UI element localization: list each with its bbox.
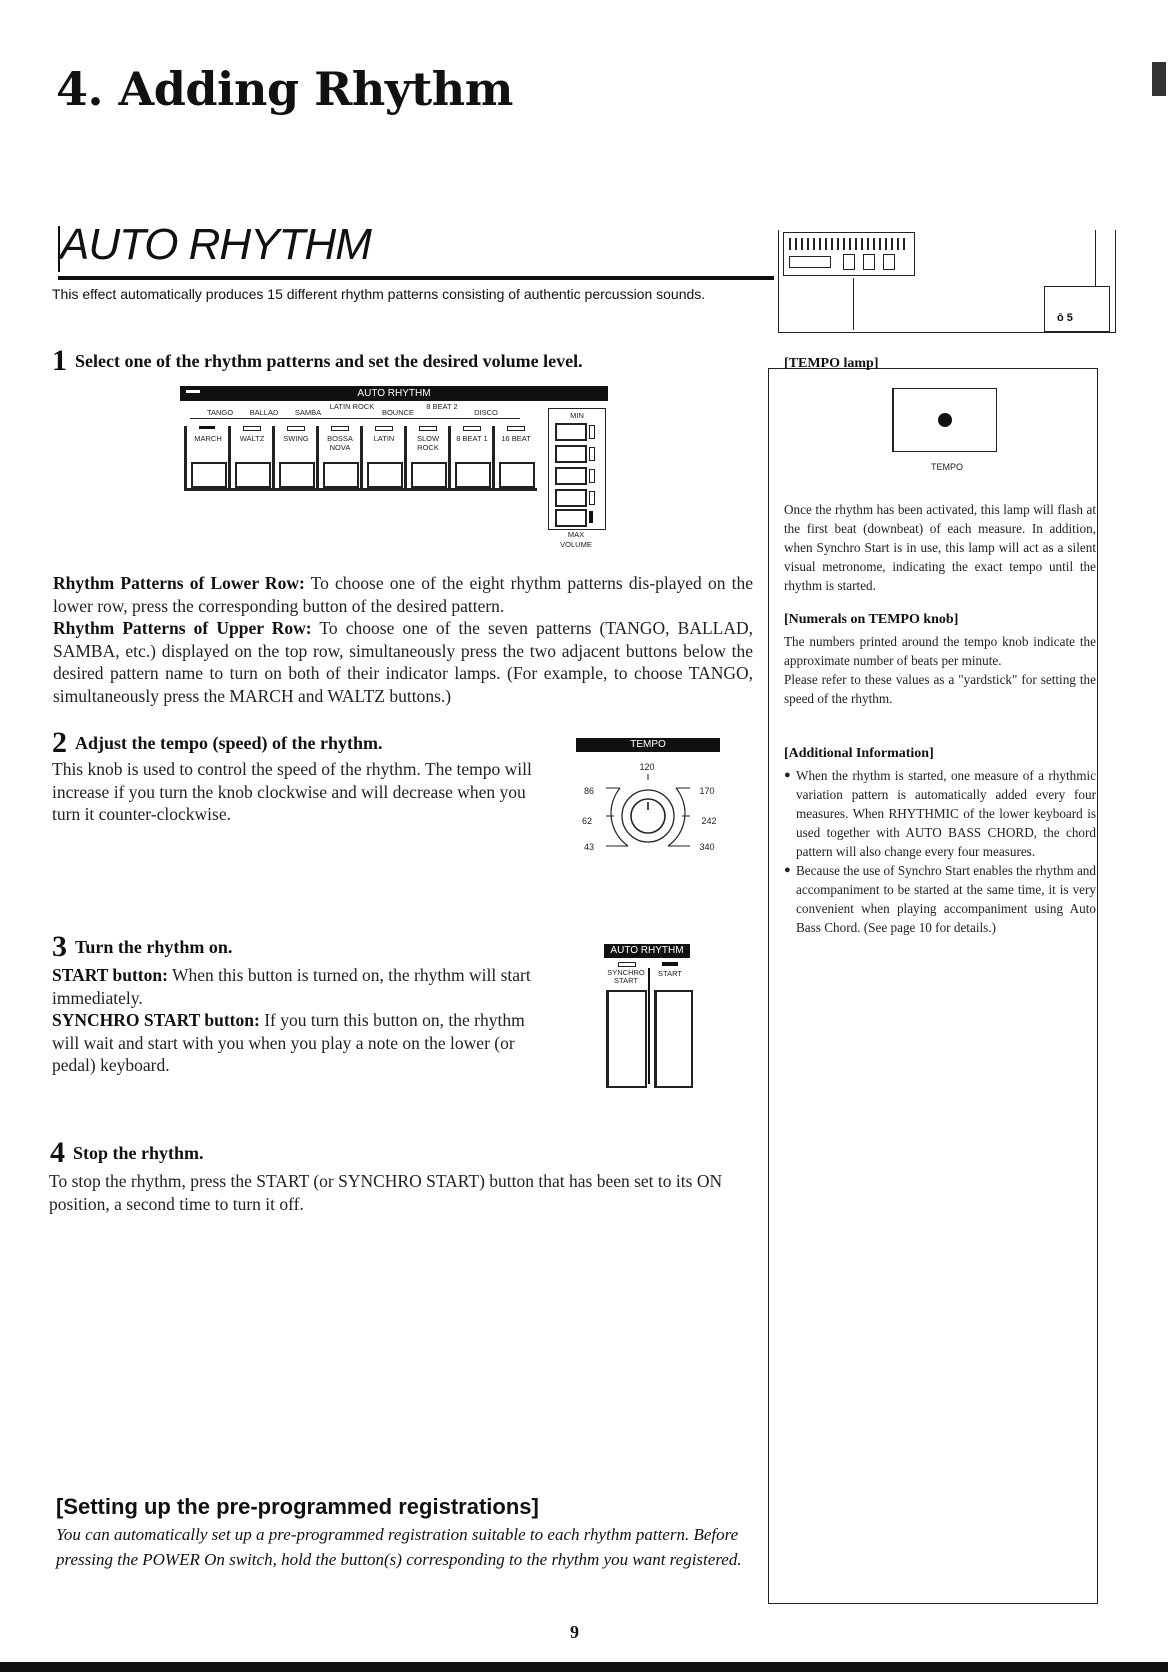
step-4-heading	[50, 1136, 204, 1170]
synchro-start-label: SYNCHRO START button:	[52, 1010, 260, 1030]
pattern-button-latin[interactable]	[360, 426, 405, 491]
list-item: ● Because the use of Synchro Start enables the rhythm and accompaniment to be started at the same time, it is very convenient when playing accompaniment using Auto Bass Chord. (See page 10 for details.)	[784, 861, 1096, 937]
tempo-mark: 340	[699, 842, 715, 852]
start-button[interactable]	[654, 990, 693, 1088]
registrations-heading: [Setting up the pre-programmed registrations]	[56, 1494, 539, 1519]
step-2-heading	[52, 726, 382, 760]
pattern-button-bossa-nova[interactable]	[316, 426, 361, 491]
panel-bar	[180, 386, 608, 401]
synchro-start-caption: SYNCHRO START	[607, 968, 645, 985]
step-heading-text: Turn the rhythm on.	[75, 937, 233, 957]
pattern-button-march[interactable]	[184, 426, 229, 491]
step-4-body: To stop the rhythm, press the START (or SYNCHRO START) button that has been set to its ON position, a second time to turn it off.	[49, 1171, 723, 1214]
tempo-bar	[576, 738, 720, 752]
pattern-button-slow-rock[interactable]	[404, 426, 449, 491]
numerals-paragraph: Please refer to these values as a "yardstick" for setting the speed of the rhythm.	[784, 672, 1096, 706]
start-button-text: When this button is turned on, the rhythm will start immediately.	[52, 965, 531, 1008]
tempo-mark: 170	[699, 786, 715, 796]
tempo-lamp-icon	[938, 413, 952, 427]
upper-pattern-label: BOUNCE	[381, 408, 415, 417]
volume-control[interactable]	[548, 408, 606, 530]
tempo-lamp-diagram	[892, 388, 997, 452]
tempo-mark: 43	[583, 842, 594, 852]
tempo-knob-icon[interactable]	[598, 772, 698, 858]
upper-pattern-label: TANGO	[206, 408, 234, 417]
pattern-label: SWING	[283, 434, 309, 443]
step-1-body	[53, 572, 753, 707]
additional-info-heading: [Additional Information]	[784, 746, 934, 761]
list-item: ● When the rhythm is started, one measure of a rhythmic variation pattern is automatically added every four measures. When RHYTHMIC of the lower keyboard is used together with AUTO BASS CHORD, the chord pattern will also change every four measures.	[784, 766, 1096, 861]
upper-pattern-label: LATIN ROCK	[329, 402, 375, 411]
panel-thumbnail: ō 5	[778, 230, 1116, 333]
pattern-label: LATIN	[373, 434, 395, 443]
tempo-mark: 242	[701, 816, 717, 826]
step-number: 3	[52, 930, 67, 963]
tempo-mark: 86	[583, 786, 594, 796]
upper-pattern-label: DISCO	[474, 408, 498, 417]
volume-max-label: MAX	[567, 530, 585, 539]
registrations-text: You can automatically set up a pre-programmed registration suitable to each rhythm pattern. Before pressing the POWER On switch, hold the button(s) corresponding to the rhythm you want registered.	[56, 1525, 742, 1569]
page-title: 4. Adding Rhythm	[56, 62, 513, 116]
step-1-heading	[52, 344, 583, 378]
step-heading-text: Stop the rhythm.	[73, 1143, 204, 1163]
step-3-body	[52, 964, 542, 1077]
step-heading-text: Select one of the rhythm patterns and set the desired volume level.	[75, 351, 583, 371]
pattern-label: 8 BEAT 1	[456, 434, 488, 443]
tempo-lamp-caption: TEMPO	[930, 462, 963, 472]
bottom-rule	[0, 1662, 1168, 1672]
panel-bar-label: AUTO RHYTHM	[357, 388, 431, 399]
start-button-label: START button:	[52, 965, 168, 985]
pattern-buttons	[184, 426, 536, 490]
volume-min-label: MIN	[570, 411, 584, 420]
tempo-bar-label: TEMPO	[630, 739, 666, 750]
additional-info-list	[784, 766, 1096, 937]
step-2-body: This knob is used to control the speed of the rhythm. The tempo will increase if you turn the knob clockwise and will decrease when you turn it counter-clockwise.	[52, 759, 532, 824]
pattern-button-16-beat[interactable]	[492, 426, 537, 491]
upper-row-label: Rhythm Patterns of Upper Row:	[53, 618, 312, 638]
synchro-start-text: If you turn this button on, the rhythm will wait and start with you when you play a note on the lower (or pedal) keyboard.	[52, 1010, 525, 1075]
section-title: AUTO RHYTHM	[60, 220, 371, 269]
pattern-label: 16 BEAT	[501, 434, 531, 443]
step-number: 2	[52, 726, 67, 759]
lower-row-label: Rhythm Patterns of Lower Row:	[53, 573, 305, 593]
pattern-button-8-beat-1[interactable]	[448, 426, 493, 491]
pattern-label: SLOW ROCK	[416, 434, 440, 452]
tempo-lamp-text: Once the rhythm has been activated, this lamp will flash at the first beat (downbeat) of each measure. In addition, when Synchro Start is in use, this lamp will act as a silent visual metronome, indicating the exact tempo until the rhythm is started.	[784, 502, 1096, 593]
section-rule	[58, 276, 774, 280]
numerals-paragraph: The numbers printed around the tempo knob indicate the approximate number of beats per minute.	[784, 634, 1096, 668]
volume-label: VOLUME	[560, 540, 592, 549]
start-buttons-diagram	[604, 944, 692, 1086]
numerals-text	[784, 632, 1096, 708]
tempo-mark: 120	[639, 762, 655, 772]
synchro-start-button[interactable]	[606, 990, 647, 1088]
step-number: 4	[50, 1136, 65, 1169]
lower-row-text: To choose one of the eight rhythm patterns dis-played on the lower row, press the corresponding button of the desired pattern.	[53, 573, 753, 616]
pattern-button-swing[interactable]	[272, 426, 317, 491]
edge-tab-marker	[1152, 62, 1166, 96]
pattern-label: BOSSA NOVA	[327, 434, 353, 452]
pattern-label: MARCH	[194, 434, 222, 443]
step-3-heading	[52, 930, 232, 964]
upper-pattern-label: SAMBA	[294, 408, 322, 417]
step-number: 1	[52, 344, 67, 377]
auto-rhythm-panel-diagram	[180, 386, 610, 549]
upper-pattern-label: BALLAD	[249, 408, 279, 417]
step-heading-text: Adjust the tempo (speed) of the rhythm.	[75, 733, 383, 753]
pattern-label: WALTZ	[239, 434, 265, 443]
tempo-mark: 62	[581, 816, 592, 826]
upper-pattern-label: 8 BEAT 2	[426, 402, 458, 411]
page-number: 9	[570, 1622, 579, 1642]
tempo-lamp-heading: [TEMPO lamp]	[784, 356, 879, 371]
start-caption: START	[658, 969, 682, 978]
upper-row-text: To choose one of the seven patterns (TANGO, BALLAD, SAMBA, etc.) displayed on the top row, simultaneously press the two adjacent buttons below the desired pattern name to turn on both of their indicator lamps. (For example, to choose TANGO, simultaneously press the MARCH and WALTZ buttons.)	[53, 618, 753, 706]
section-intro: This effect automatically produces 15 different rhythm patterns consisting of authentic percussion sounds.	[52, 286, 706, 302]
start-bar-label: AUTO RHYTHM	[610, 945, 684, 956]
tempo-knob-diagram	[576, 738, 722, 868]
pattern-button-waltz[interactable]	[228, 426, 273, 491]
numerals-heading: [Numerals on TEMPO knob]	[784, 612, 959, 627]
start-bar	[604, 944, 690, 958]
